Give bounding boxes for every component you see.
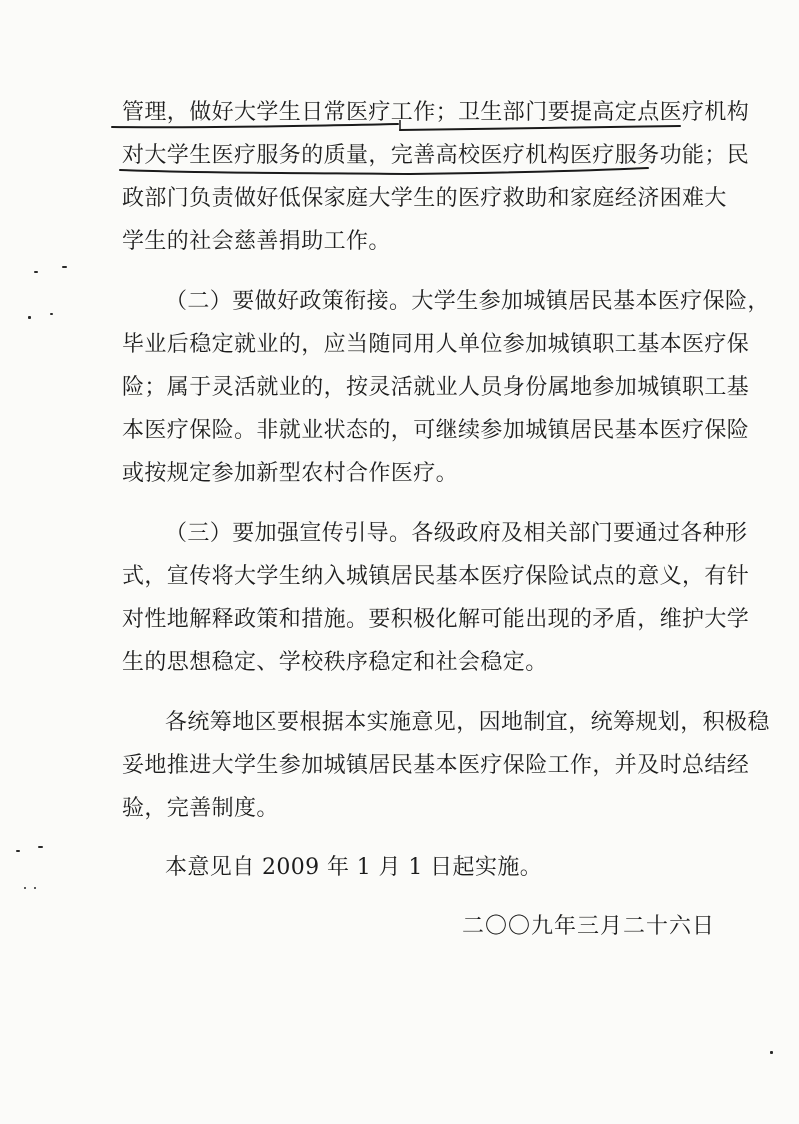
scan-speck <box>770 1051 773 1054</box>
text-line: （二）要做好政策衔接。大学生参加城镇居民基本医疗保险， <box>165 289 770 314</box>
text-line: 生的思想稳定、学校秩序稳定和社会稳定。 <box>122 650 548 675</box>
text-line: 本医疗保险。非就业状态的，可继续参加城镇居民基本医疗保险 <box>122 418 750 443</box>
scan-speck <box>24 887 26 889</box>
scan-speck <box>50 313 53 315</box>
text-line: 验，完善制度。 <box>122 796 279 821</box>
document-date: 二〇〇九年三月二十六日 <box>462 914 716 939</box>
text-line: 政部门负责做好低保家庭大学生的医疗救助和家庭经济困难大 <box>122 186 727 211</box>
scan-speck <box>62 266 67 268</box>
text-line: 学生的社会慈善捐助工作。 <box>122 229 391 254</box>
effective-date-line: 本意见自 2009 年 1 月 1 日起实施。 <box>165 855 543 880</box>
text-line: （三）要加强宣传引导。各级政府及相关部门要通过各种形 <box>165 521 748 546</box>
scan-speck <box>16 850 20 852</box>
text-line: 管理，做好大学生日常医疗工作；卫生部门要提高定点医疗机构 <box>122 100 750 125</box>
text-line: 式，宣传将大学生纳入城镇居民基本医疗保险试点的意义，有针 <box>122 564 750 589</box>
text-line: 妥地推进大学生参加城镇居民基本医疗保险工作，并及时总结经 <box>122 753 750 778</box>
text-line: 毕业后稳定就业的，应当随同用人单位参加城镇职工基本医疗保 <box>122 332 750 357</box>
text-line: 对大学生医疗服务的质量，完善高校医疗机构医疗服务功能；民 <box>122 143 750 168</box>
text-line: 或按规定参加新型农村合作医疗。 <box>122 461 459 486</box>
scan-speck <box>38 846 43 848</box>
text-line: 对性地解释政策和措施。要积极化解可能出现的矛盾，维护大学 <box>122 607 750 632</box>
text-line: 险；属于灵活就业的，按灵活就业人员身份属地参加城镇职工基 <box>122 375 750 400</box>
scan-speck <box>28 316 31 319</box>
scan-speck <box>34 887 36 889</box>
scan-speck <box>34 271 38 273</box>
text-line: 各统筹地区要根据本实施意见，因地制宜，统筹规划，积极稳 <box>165 710 770 735</box>
